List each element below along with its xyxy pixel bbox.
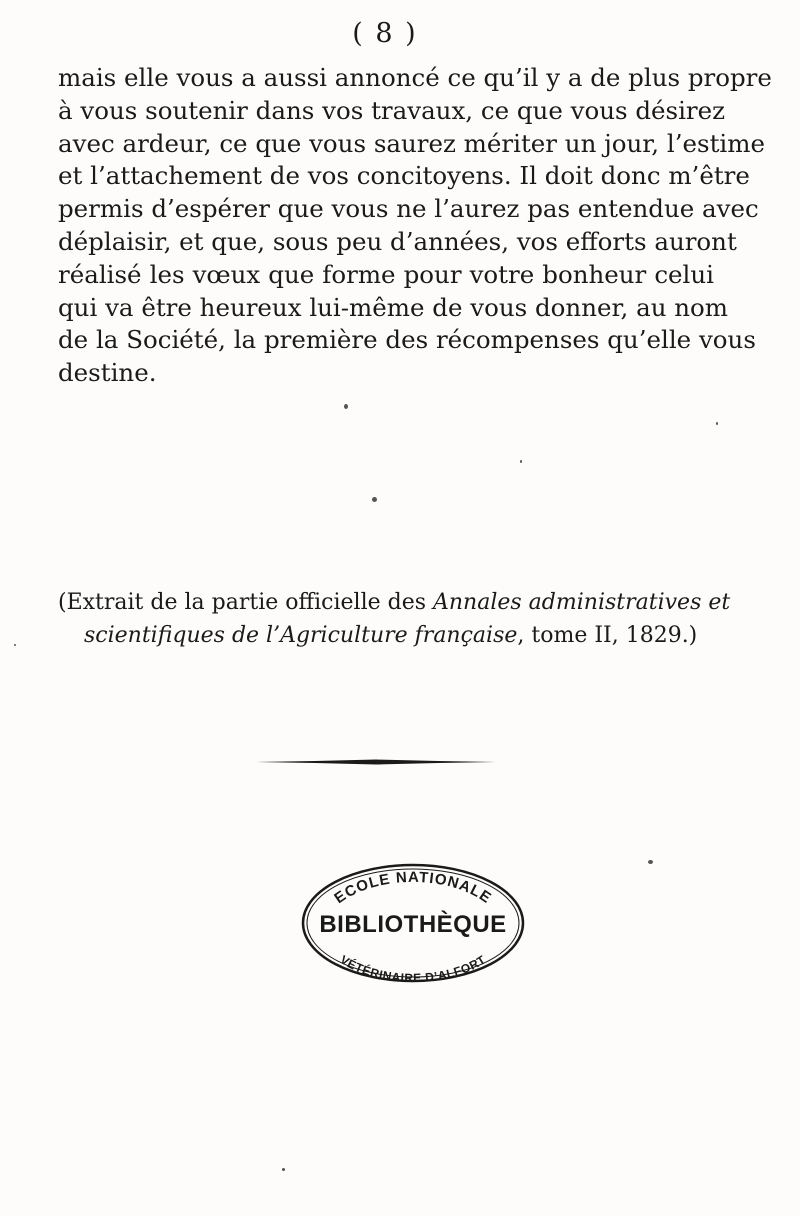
stamp-top-text: ECOLE NATIONALE — [331, 868, 495, 908]
body-line: permis d’espérer que vous ne l’aurez pas entendue avec — [58, 194, 759, 224]
ink-speck — [344, 404, 348, 409]
citation — [58, 586, 731, 652]
citation-line-1 — [58, 586, 731, 619]
divider-rule — [256, 759, 496, 765]
ink-speck — [282, 1168, 285, 1171]
ink-speck — [716, 422, 718, 425]
ink-speck — [372, 497, 377, 502]
citation-open: (Extrait de la partie officielle des — [58, 590, 433, 615]
body-line: et l’attachement de vos concitoyens. Il doit donc m’être — [58, 161, 750, 191]
body-line: avec ardeur, ce que vous saurez mériter un jour, l’estime — [58, 128, 765, 158]
ink-speck — [14, 644, 16, 646]
page-number: ( 8 ) — [352, 18, 418, 49]
stamp-bottom-text: VÉTÉRINAIRE D’ALFORT — [337, 952, 489, 984]
citation-journal-title-cont: scientifiques de l’Agriculture française — [84, 623, 518, 648]
stamp-center-text: BIBLIOTHÈQUE — [319, 911, 507, 938]
body-line: de la Société, la première des récompenses qu’elle vous — [58, 325, 756, 355]
body-line: réalisé les vœux que forme pour votre bonheur celui — [58, 259, 714, 289]
body-line: déplaisir, et que, sous peu d’années, vos efforts auront — [58, 226, 737, 256]
citation-line-2 — [58, 619, 718, 652]
body-line: destine. — [58, 358, 157, 388]
body-line: à vous soutenir dans vos travaux, ce que vous désirez — [58, 95, 726, 125]
citation-close: , tome II, 1829.) — [517, 623, 698, 648]
ink-speck — [648, 860, 653, 864]
citation-journal-title: Annales administratives et — [433, 590, 731, 615]
body-line: qui va être heureux lui-même de vous donner, au nom — [58, 292, 729, 322]
body-line: mais elle vous a aussi annoncé ce qu’il y a de plus propre — [58, 63, 772, 92]
body-text — [58, 62, 772, 390]
ink-speck — [520, 460, 522, 463]
library-stamp — [300, 862, 526, 984]
